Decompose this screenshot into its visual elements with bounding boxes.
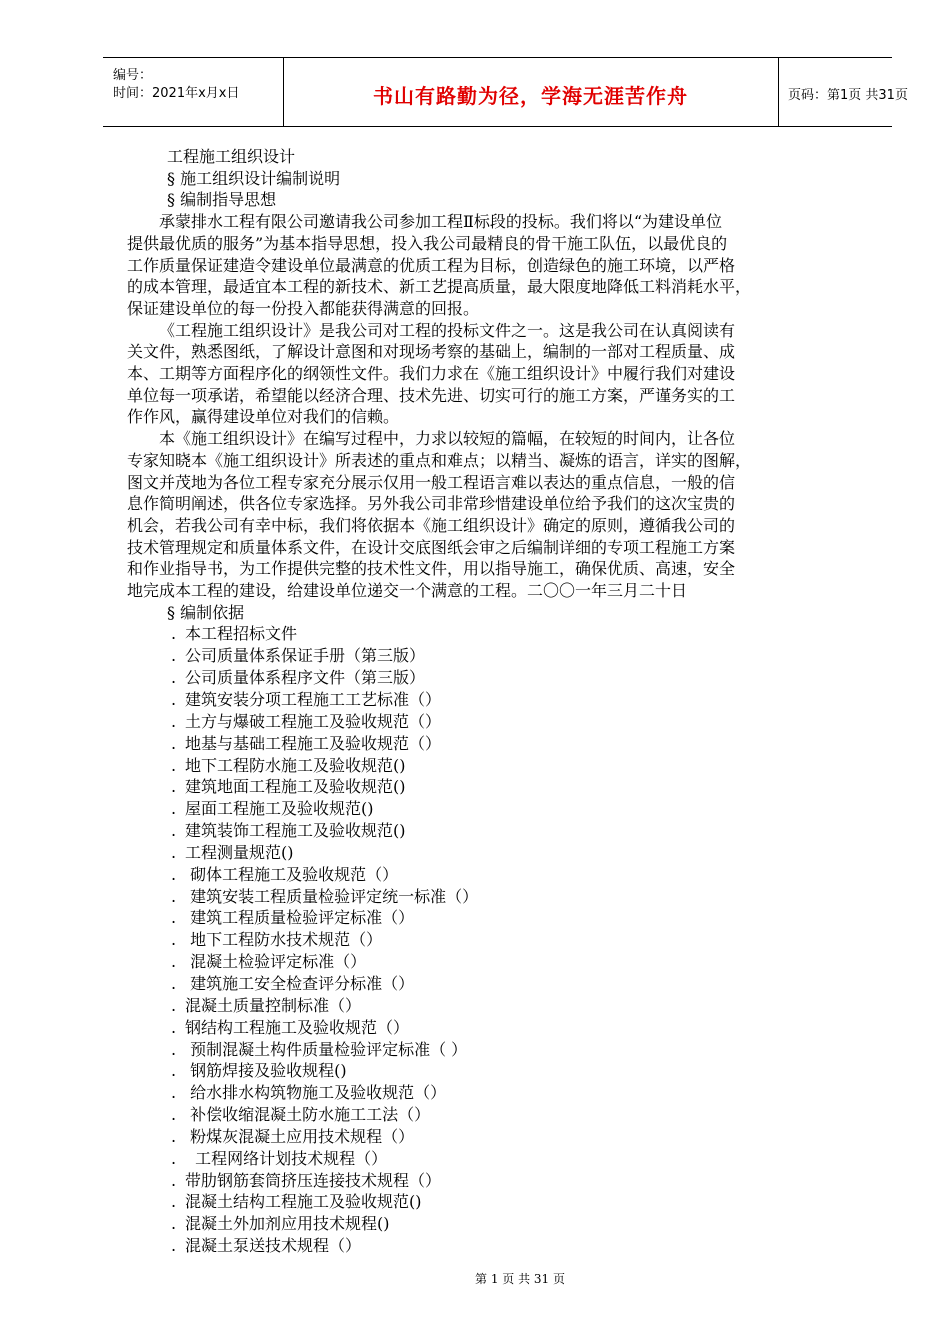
paragraph-line: 机会，若我公司有幸中标，我们将依据本《施工组织设计》确定的原则，遵循我公司的 (127, 515, 736, 535)
document-title: 工程施工组织设计 (167, 147, 296, 166)
list-bullet: . (171, 1126, 177, 1146)
list-item-text: 地下工程防水技术规范（） (185, 930, 383, 950)
list-item-text: 预制混凝土构件质量检验评定标准（ ） (185, 1039, 468, 1059)
list-item-text: 建筑装饰工程施工及验收规范() (185, 821, 406, 841)
list-item (127, 864, 859, 886)
list-item (127, 886, 859, 908)
list-item-text: 建筑安装工程质量检验评定统一标准（） (185, 886, 479, 906)
list-bullet: . (171, 646, 177, 666)
paragraph-line: 《工程施工组织设计》是我公司对工程的投标文件之一。这是我公司在认真阅读有 (159, 320, 736, 340)
list-item (127, 755, 859, 777)
list-bullet: . (171, 799, 177, 819)
list-item (127, 929, 859, 951)
list-bullet: . (171, 711, 177, 731)
list-bullet: . (171, 1214, 177, 1234)
list-item (127, 711, 859, 733)
header-info-cell (103, 58, 284, 126)
list-item-text: 地基与基础工程施工及验收规范（） (185, 733, 442, 753)
list-item-text: 粉煤灰混凝土应用技术规程（） (185, 1126, 415, 1146)
list-item (127, 1191, 859, 1213)
paragraph (127, 211, 859, 320)
list-bullet: . (171, 1192, 177, 1212)
list-bullet: . (171, 864, 177, 884)
list-item-text: 屋面工程施工及验收规范() (185, 799, 374, 819)
list-item (127, 1039, 859, 1061)
list-bullet: . (171, 1061, 177, 1081)
list-bullet: . (171, 1083, 177, 1103)
list-item (127, 689, 859, 711)
paragraph-line: 本、工期等方面程序化的纲领性文件。我们力求在《施工组织设计》中履行我们对建设 (127, 364, 736, 384)
list-bullet: . (171, 995, 177, 1015)
list-item-text: 钢结构工程施工及验收规范（） (185, 1017, 410, 1037)
page-header (103, 57, 908, 127)
list-item (127, 1104, 859, 1126)
paragraph (127, 428, 859, 602)
section-heading: § 施工组织设计编制说明 (167, 168, 341, 188)
list-bullet: . (171, 821, 177, 841)
list-bullet: . (171, 1105, 177, 1125)
paragraph (127, 320, 859, 429)
list-bullet: . (171, 733, 177, 753)
list-item-text: 公司质量体系保证手册（第三版） (185, 646, 426, 666)
list-bullet: . (171, 690, 177, 709)
list-item-text: 混凝土检验评定标准（） (185, 952, 367, 972)
list-item-text: 建筑地面工程施工及验收规范() (185, 777, 406, 797)
paragraph-line: 图文并茂地为各位工程专家充分展示仅用一般工程语言难以表达的重点信息，一般的信 (127, 472, 736, 492)
basis-list (127, 623, 859, 1256)
list-bullet: . (171, 1039, 177, 1059)
list-item-text: 混凝土外加剂应用技术规程() (185, 1214, 390, 1234)
list-item-text: 带肋钢筋套筒挤压连接技术规程（） (185, 1170, 442, 1190)
list-item-text: 混凝土泵送技术规程（） (185, 1236, 362, 1256)
list-item (127, 1213, 859, 1235)
paragraph-line: 地完成本工程的建设，给建设单位递交一个满意的工程。二〇〇一年三月二十日 (127, 581, 688, 601)
list-item-text: 建筑安装分项工程施工工艺标准（） (185, 690, 442, 709)
list-item-text: 本工程招标文件 (185, 624, 298, 644)
paragraph-line: 单位每一项承诺，希望能以经济合理、技术先进、切实可行的施工方案，严谨务实的工 (127, 385, 736, 405)
header-page-number: 页码：第1页 共31页 (788, 88, 908, 103)
list-item (127, 667, 859, 689)
list-bullet: . (171, 1170, 177, 1190)
list-bullet: . (171, 755, 177, 775)
header-page-cell (778, 58, 908, 126)
list-item (127, 623, 859, 645)
header-motto-cell (283, 58, 779, 126)
list-item (127, 1170, 859, 1192)
paragraph-line: 提供最优质的服务”为基本指导思想，投入我公司最精良的骨干施工队伍，以最优良的 (127, 233, 728, 253)
document-time-label: 时间：2021年x月x日 (113, 86, 240, 101)
paragraph-line: 技术管理规定和质量体系文件，在设计交底图纸会审之后编制详细的专项工程施工方案 (127, 537, 736, 557)
header-motto: 书山有路勤为径，学海无涯苦作舟 (373, 84, 688, 108)
list-bullet: . (171, 886, 177, 906)
list-bullet: . (171, 952, 177, 972)
list-item (127, 1148, 859, 1170)
section-heading: § 编制指导思想 (167, 190, 277, 210)
paragraph-line: 保证建设单位的每一份投入都能获得满意的回报。 (127, 298, 480, 318)
list-bullet: . (171, 1236, 177, 1256)
list-item (127, 1060, 859, 1082)
list-item (127, 733, 859, 755)
list-item (127, 1017, 859, 1039)
paragraph-line: 专家知晓本《施工组织设计》所表述的重点和难点；以精当、凝炼的语言，详实的图解， (127, 450, 752, 470)
list-item (127, 842, 859, 864)
list-item (127, 820, 859, 842)
list-bullet: . (171, 1148, 177, 1168)
list-item-text: 混凝土质量控制标准（） (185, 995, 362, 1015)
list-item (127, 798, 859, 820)
list-bullet: . (171, 668, 177, 688)
section-heading: § 编制依据 (167, 602, 245, 622)
list-item-text: 给水排水构筑物施工及验收规范（） (185, 1083, 447, 1103)
paragraph-line: 和作业指导书，为工作提供完整的技术性文件，用以指导施工，确保优质、高速，安全 (127, 559, 736, 579)
list-item (127, 1082, 859, 1104)
list-item (127, 995, 859, 1017)
list-item-text: 工程网络计划技术规程（） (185, 1148, 388, 1168)
list-item-text: 钢筋焊接及验收规程() (185, 1061, 347, 1081)
list-item (127, 1126, 859, 1148)
list-item-text: 补偿收缩混凝土防水施工工法（） (185, 1105, 431, 1125)
paragraph-line: 关文件，熟悉图纸，了解设计意图和对现场考察的基础上，编制的一部对工程质量、成 (127, 342, 736, 362)
list-item (127, 973, 859, 995)
paragraph-line: 作作风，赢得建设单位对我们的信赖。 (127, 407, 400, 427)
list-bullet: . (171, 624, 177, 644)
list-item-text: 混凝土结构工程施工及验收规范() (185, 1192, 422, 1212)
page-footer: 第 1 页 共 31 页 (475, 1272, 565, 1286)
paragraph-line: 本《施工组织设计》在编写过程中，力求以较短的篇幅，在较短的时间内，让各位 (159, 429, 736, 449)
paragraph-line: 息作简明阐述，供各位专家选择。另外我公司非常珍惜建设单位给予我们的这次宝贵的 (127, 494, 736, 514)
paragraph-line: 工作质量保证建造令建设单位最满意的优质工程为目标，创造绿色的施工环境，以严格 (127, 255, 736, 275)
list-item-text: 建筑工程质量检验评定标准（） (185, 908, 415, 928)
list-bullet: . (171, 908, 177, 928)
list-bullet: . (171, 1017, 177, 1037)
list-item-text: 建筑施工安全检查评分标准（） (185, 973, 415, 993)
list-item (127, 1235, 859, 1257)
list-item-text: 地下工程防水施工及验收规范() (185, 755, 406, 775)
document-number-label: 编号： (113, 68, 153, 83)
paragraph-line: 承蒙排水工程有限公司邀请我公司参加工程Ⅱ标段的投标。我们将以“为建设单位 (159, 212, 723, 232)
list-item-text: 土方与爆破工程施工及验收规范（） (185, 711, 442, 731)
list-item-text: 公司质量体系程序文件（第三版） (185, 668, 426, 688)
list-item (127, 951, 859, 973)
list-item-text: 工程测量规范() (185, 842, 294, 862)
list-bullet: . (171, 930, 177, 950)
list-item (127, 645, 859, 667)
list-item (127, 776, 859, 798)
list-bullet: . (171, 842, 177, 862)
list-bullet: . (171, 777, 177, 797)
list-item (127, 907, 859, 929)
document-body (127, 146, 859, 1257)
list-item-text: 砌体工程施工及验收规范（） (185, 864, 399, 884)
list-bullet: . (171, 973, 177, 993)
paragraph-line: 的成本管理，最适宜本工程的新技术、新工艺提高质量，最大限度地降低工料消耗水平， (127, 277, 752, 297)
